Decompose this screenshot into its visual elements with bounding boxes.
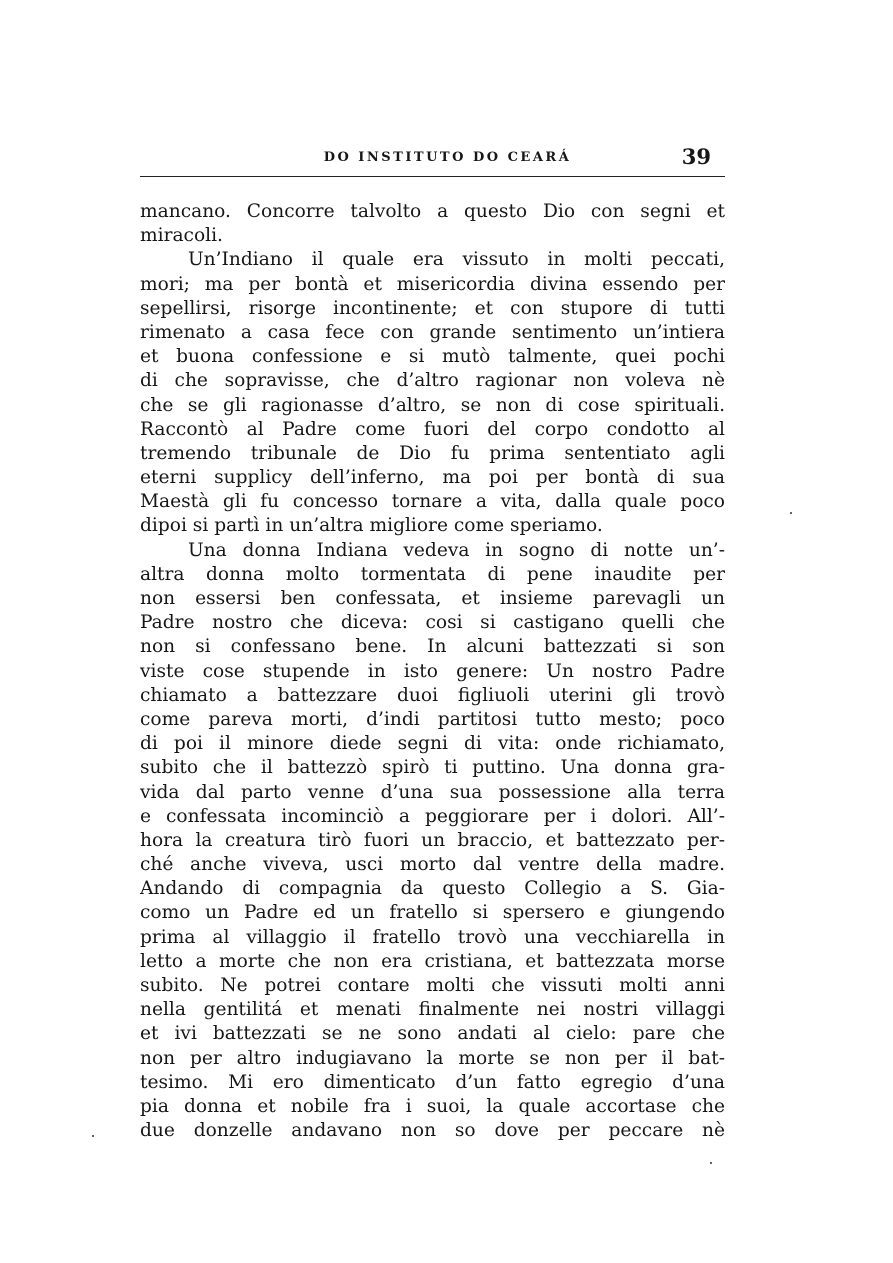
- text-line: altra donna molto tormentata di pene inaudite per: [140, 563, 725, 585]
- text-line: pia donna et nobile fra i suoi, la quale accortase che: [140, 1095, 725, 1117]
- body-text: [140, 200, 725, 1143]
- scan-speck: [790, 512, 792, 514]
- text-line: subito che il battezzò spirò ti puttino. Una donna gra-: [140, 757, 725, 779]
- text-line: Maestà gli fu concesso tornare a vita, dalla quale poco: [140, 491, 725, 513]
- scan-speck: [710, 1162, 712, 1164]
- text-line: et ivi battezzati se ne sono andati al cielo: pare che: [140, 1023, 725, 1045]
- text-line: eterni supplicy dell’inferno, ma poi per bontà di sua: [140, 467, 725, 489]
- text-line: subito. Ne potrei contare molti che vissuti molti anni: [140, 975, 725, 996]
- scan-speck: [92, 1135, 94, 1137]
- text-line: rimenato a casa fece con grande sentimento un’intiera: [140, 321, 725, 343]
- text-line: ché anche viveva, usci morto dal ventre della madre.: [140, 854, 725, 876]
- running-header: [140, 144, 725, 176]
- text-line: Raccontò al Padre come fuori del corpo condotto al: [140, 418, 725, 440]
- text-line: mori; ma per bontà et misericordia divina essendo per: [140, 273, 725, 295]
- text-line: prima al villaggio il fratello trovò una vecchiarella in: [140, 926, 725, 948]
- text-line: sepellirsi, risorge incontinente; et con stupore di tutti: [140, 297, 725, 319]
- text-line: Padre nostro che diceva: cosi si castigano quelli che: [140, 612, 725, 634]
- text-line: due donzelle andavano non so dove per peccare nè: [140, 1120, 725, 1142]
- text-line: tesimo. Mi ero dimenticato d’un fatto egregio d’una: [140, 1071, 725, 1093]
- text-line: hora la creatura tirò fuori un braccio, et battezzato per-: [140, 829, 725, 851]
- text-line: letto a morte che non era cristiana, et battezzata morse: [140, 950, 725, 972]
- text-line: viste cose stupende in isto genere: Un nostro Padre: [140, 660, 725, 682]
- text-line: di che sopravisse, che d’altro ragionar non voleva nè: [140, 370, 725, 392]
- text-line: non per altro indugiavano la morte se non per il bat-: [140, 1047, 725, 1069]
- text-line: como un Padre ed un fratello si spersero e giungendo: [140, 902, 725, 924]
- running-title: DO INSTITUTO DO CEARÁ: [323, 150, 572, 165]
- header-rule: [140, 176, 725, 177]
- text-line: che se gli ragionasse d’altro, se non di cose spirituali.: [140, 394, 725, 416]
- text-line: Andando di compagnia da questo Collegio a S. Gia-: [140, 878, 725, 900]
- text-line: Una donna Indiana vedeva in sogno di notte un’-: [188, 539, 725, 561]
- text-line: non si confessano bene. In alcuni battezzati si son: [140, 636, 725, 658]
- text-line: vida dal parto venne d’una sua possessione alla terra: [140, 781, 725, 803]
- text-line: mancano. Concorre talvolto a questo Dio con segni et: [140, 201, 725, 222]
- text-line: nella gentilitá et menati finalmente nei nostri villaggi: [140, 999, 725, 1021]
- text-line: et buona confessione e si mutò talmente, quei pochi: [140, 346, 725, 368]
- text-line: di poi il minore diede segni di vita: onde richiamato,: [140, 733, 725, 755]
- page-number: 39: [681, 144, 711, 169]
- text-line: non essersi ben confessata, et insieme parevagli un: [140, 588, 725, 609]
- text-line: chiamato a battezzare duoi figliuoli uterini gli trovò: [140, 684, 725, 706]
- text-line: e confessata incominciò a peggiorare per i dolori. All’-: [140, 805, 725, 827]
- text-line: dipoi si partì in un’altra migliore come speriamo.: [140, 515, 603, 537]
- text-line: come pareva morti, d’indi partitosi tutto mesto; poco: [140, 708, 725, 730]
- text-line: Un’Indiano il quale era vissuto in molti peccati,: [188, 249, 725, 271]
- text-line: miracoli.: [140, 225, 223, 247]
- text-line: tremendo tribunale de Dio fu prima sententiato agli: [140, 442, 725, 464]
